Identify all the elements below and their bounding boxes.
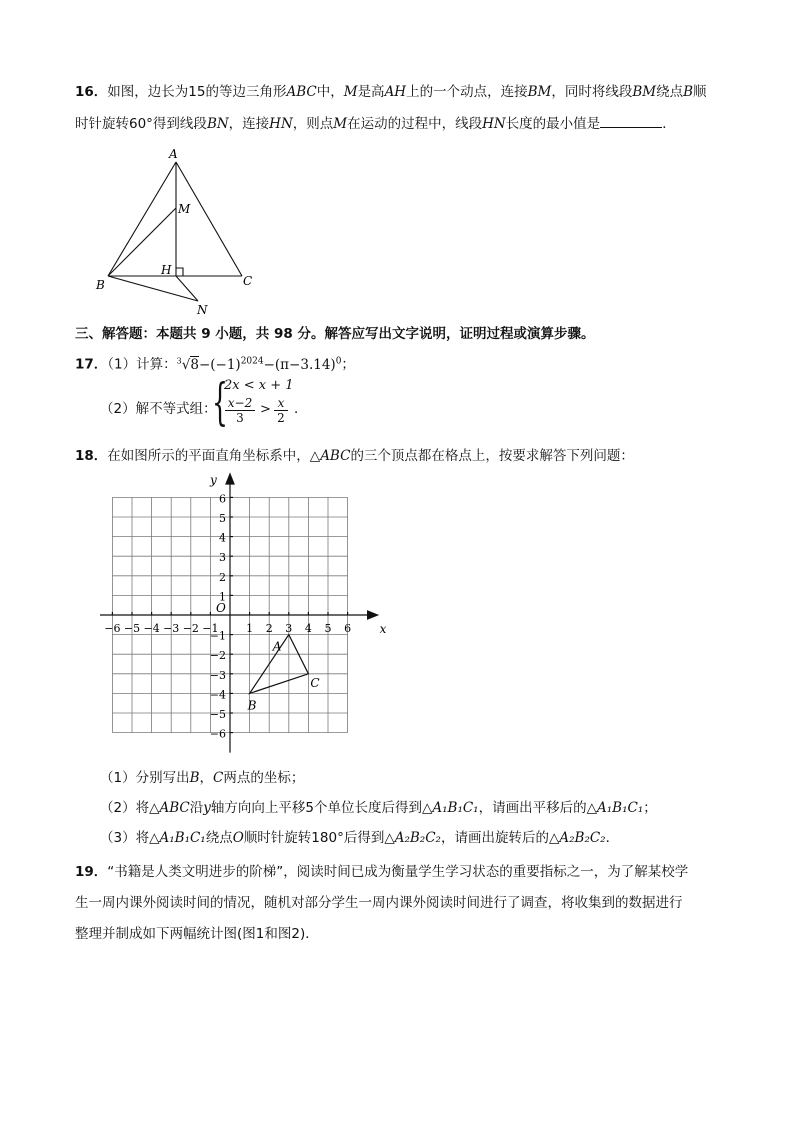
- q19-line3: 整理并制成如下两幅统计图(图1和图2)．: [75, 926, 319, 942]
- q19-line1: 19．“书籍是人类文明进步的阶梯”，阅读时间已成为衡量学生学习状态的重要指标之一，为了解某校学: [75, 864, 689, 880]
- label-C: C: [243, 274, 253, 288]
- section-heading: 三、解答题：本题共 9 小题，共 98 分。解答应写出文字说明，证明过程或演算步骤。: [75, 326, 595, 342]
- coordinate-grid: [90, 470, 387, 760]
- y-tick-label: 2: [219, 570, 226, 584]
- q18-sub2: （2）将△ABC沿y轴方向向上平移5个单位长度后得到△A₁B₁C₁，请画出平移后的△A₁B₁C₁；: [100, 800, 657, 816]
- x-tick-label: 5: [324, 622, 332, 635]
- q16-number: 16．: [75, 84, 108, 100]
- y-tick-label: −5: [209, 708, 226, 721]
- y-tick-label: −2: [209, 649, 226, 663]
- q18-sub1: （1）分别写出B，C两点的坐标；: [100, 770, 305, 786]
- y-tick-label: −3: [209, 668, 226, 682]
- y-tick-label: 3: [219, 551, 226, 565]
- q18-sub3: （3）将△A₁B₁C₁绕点O顺时针旋转180°后得到△A₂B₂C₂，请画出旋转后的△A₂B₂C₂．: [100, 830, 620, 846]
- q16-line1: 16．如图，边长为15的等边三角形ABC中，M是高AH上的一个动点，连接BM，同时将线段BM绕点B顺: [75, 84, 707, 100]
- x-tick-label: 3: [285, 622, 293, 635]
- label-N: N: [197, 303, 208, 317]
- y-tick-label: 4: [219, 531, 226, 545]
- answer-blank[interactable]: [600, 113, 662, 128]
- y-tick-label: −1: [209, 629, 226, 643]
- y-tick-label: −4: [209, 688, 226, 702]
- x-arrow: [368, 611, 378, 619]
- q19-number: 19．: [75, 864, 108, 880]
- x-tick-label: −6: [104, 622, 121, 635]
- x-tick-label: 2: [265, 622, 273, 635]
- x-tick-label: 6: [344, 622, 352, 635]
- label-B: B: [96, 278, 105, 292]
- x-tick-label: 1: [246, 622, 254, 635]
- q19-line2: 生一周内课外阅读时间的情况，随机对部分学生一周内课外阅读时间进行了调查，将收集到的数据进行: [75, 895, 683, 911]
- y-tick-label: −6: [209, 727, 226, 741]
- q17-number: 17．: [75, 356, 108, 373]
- q17-part1: 17．（1）计算：$^3√8-(-1)^{2024}-(\pi-3.14)^0$；: [75, 356, 355, 373]
- x-tick-label: −1: [202, 622, 219, 635]
- q18-intro: 18．在如图所示的平面直角坐标系中，△ABC的三个顶点都在格点上，按要求解答下列问题：: [75, 448, 634, 464]
- y-tick-label: 1: [219, 590, 226, 604]
- origin-label: O: [216, 601, 226, 615]
- x-tick-label: −5: [123, 622, 141, 635]
- point-label-C: C: [310, 675, 320, 690]
- label-A: A: [169, 147, 178, 161]
- q17-expression: $^3√8-(-1)^{2024}-(\pi-3.14)^0$: [176, 356, 342, 373]
- q16-line2: 时针旋转60°得到线段BN，连接HN，则点M在运动的过程中，线段HN长度的最小值是 ．: [75, 113, 676, 134]
- y-axis-label: y: [210, 473, 217, 487]
- x-axis-label: x: [379, 622, 387, 636]
- point-label-A: A: [272, 639, 282, 654]
- point-label-B: B: [247, 698, 257, 713]
- inequality-system: { 2x < x + 1 x−2 3 > x 2: [212, 373, 294, 431]
- q17-part2-label: （2）解不等式组：: [100, 401, 217, 417]
- y-arrow: [226, 474, 234, 484]
- system-row1: 2x < x + 1: [224, 378, 294, 393]
- y-tick-label: 5: [219, 512, 226, 525]
- q18-number: 18．: [75, 448, 108, 464]
- x-tick-label: 4: [304, 622, 312, 635]
- x-tick-label: −2: [182, 622, 199, 635]
- label-H: H: [161, 263, 172, 277]
- q16-triangle-figure: [90, 142, 270, 317]
- frac1: x−2 3: [225, 396, 255, 425]
- x-tick-label: −3: [163, 622, 180, 635]
- label-M: M: [178, 202, 191, 216]
- y-tick-label: 6: [219, 492, 226, 506]
- x-tick-label: −4: [143, 622, 160, 635]
- frac2: x 2: [274, 396, 288, 425]
